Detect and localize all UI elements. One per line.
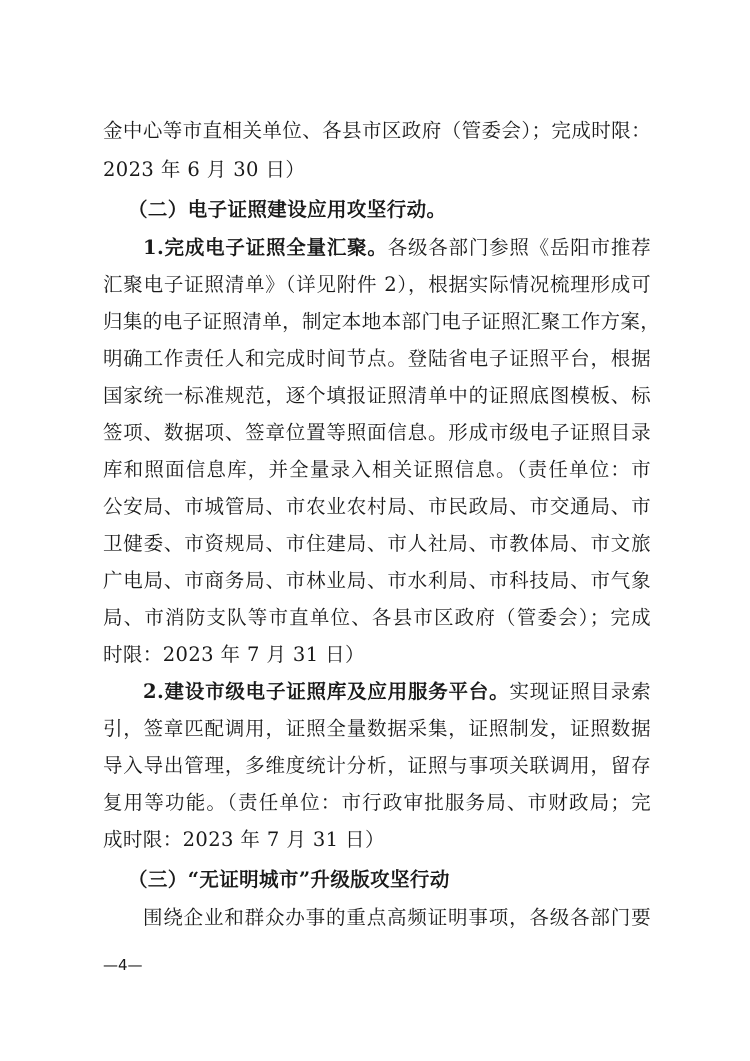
text-line: 汇聚电子证照清单》（详见附件 2），根据实际情况梳理形成可: [103, 273, 651, 296]
section-heading: （二）电子证照建设应用攻坚行动。: [128, 198, 447, 221]
text-line: 明确工作责任人和完成时间节点。登陆省电子证照平台，根据: [103, 347, 651, 370]
text-line: 卫健委、市资规局、市住建局、市人社局、市教体局、市文旅: [103, 532, 651, 555]
section-heading: （三）“无证明城市”升级版攻坚行动: [128, 868, 450, 891]
text-line: 复用等功能。（责任单位：市行政审批服务局、市财政局；完: [103, 791, 651, 814]
item-heading: 1.完成电子证照全量汇聚。: [143, 236, 388, 259]
text-line: 公安局、市城管局、市农业农村局、市民政局、市交通局、市: [103, 495, 651, 518]
text-line: 2.建设市级电子证照库及应用服务平台。实现证照目录索: [143, 680, 651, 703]
text-line: 导入导出管理，多维度统计分析，证照与事项关联调用，留存: [103, 754, 651, 777]
text-line: 1.完成电子证照全量汇聚。各级各部门参照《岳阳市推荐: [143, 236, 652, 259]
item-heading: 2.建设市级电子证照库及应用服务平台。: [143, 680, 510, 703]
text-line: 金中心等市直相关单位、各县市区政府（管委会）；完成时限：: [103, 119, 651, 142]
text-line: 归集的电子证照清单，制定本地本部门电子证照汇聚工作方案，: [103, 310, 661, 333]
text-line: 成时限：2023 年 7 月 31 日）: [103, 828, 385, 851]
text-line: 局、市消防支队等市直单位、各县市区政府（管委会）；完成: [103, 606, 651, 629]
text-line: 引，签章匹配调用，证照全量数据采集，证照制发，证照数据: [103, 717, 651, 740]
text-line: 2023 年 6 月 30 日）: [103, 158, 306, 181]
text-line: 库和照面信息库，并全量录入相关证照信息。（责任单位：市: [103, 458, 651, 481]
text-line: 国家统一标准规范，逐个填报证照清单中的证照底图模板、标: [103, 384, 651, 407]
text-line: 签项、数据项、签章位置等照面信息。形成市级电子证照目录: [103, 421, 651, 444]
text-line: 围绕企业和群众办事的重点高频证明事项，各级各部门要: [143, 906, 651, 929]
page-number: —4—: [103, 956, 143, 974]
text-line: 广电局、市商务局、市林业局、市水利局、市科技局、市气象: [103, 569, 651, 592]
text-line: 时限：2023 年 7 月 31 日）: [103, 643, 365, 666]
